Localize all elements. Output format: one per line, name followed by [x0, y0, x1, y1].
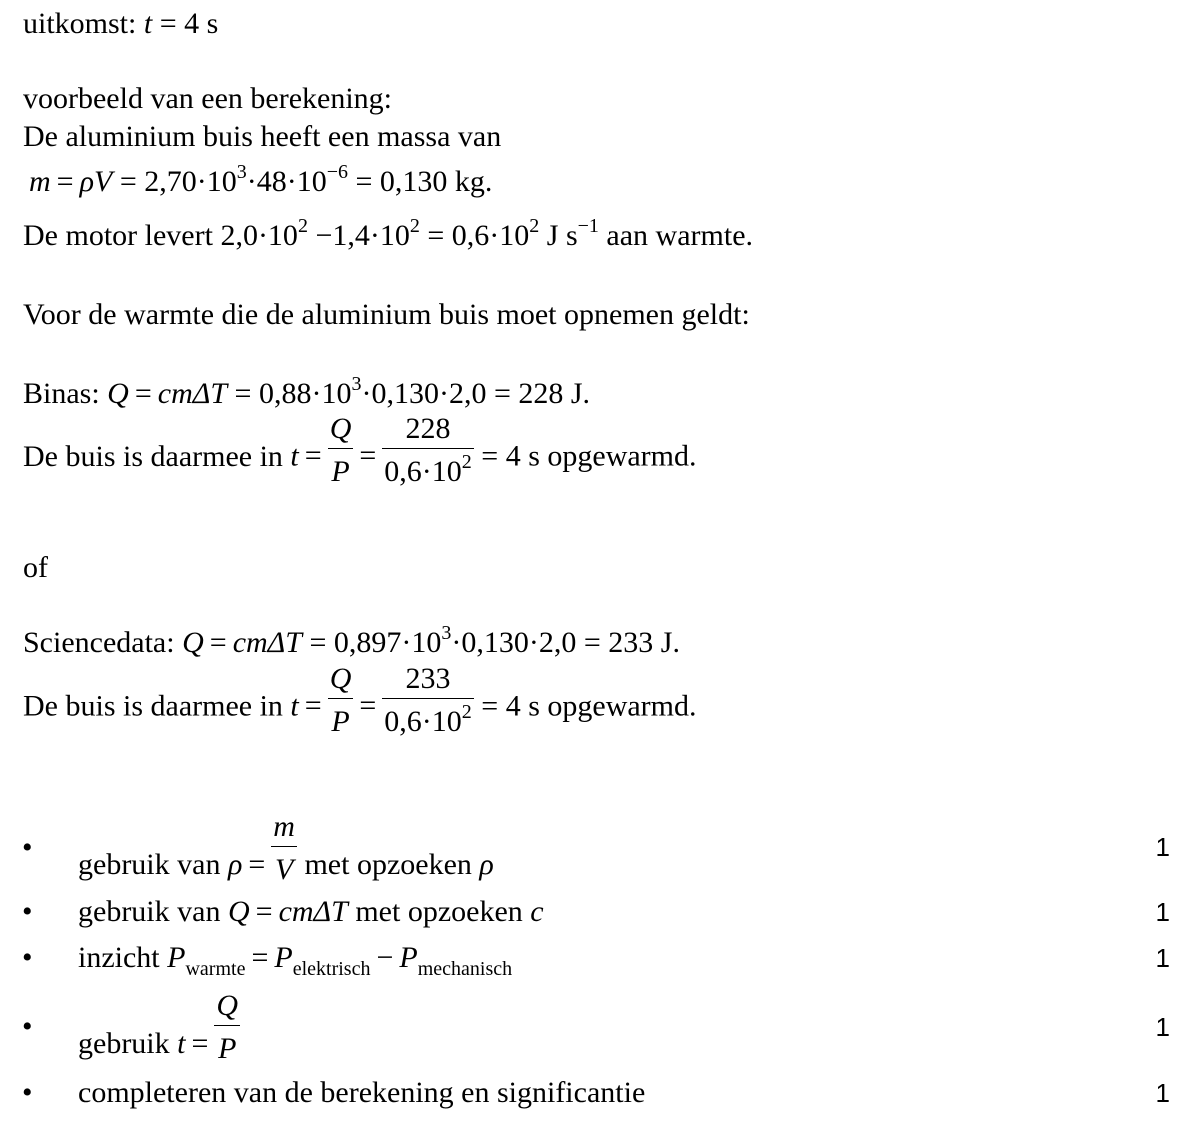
points: 1 — [1155, 832, 1170, 862]
example-heading: voorbeeld van een berekening: — [23, 82, 393, 115]
fraction-value: $\frac{233}{0,6\cdot 10^2}$ — [384, 662, 472, 738]
bullet: • — [22, 1010, 33, 1043]
binas-line: Binas: $Q = cm\Delta T = 0,88\cdot 10^3\cdot 0,130\cdot 2,0 = 228$ J. — [23, 373, 591, 410]
outcome-var: t — [143, 7, 153, 40]
bullet: • — [22, 941, 33, 974]
fraction-q-over-p: $\frac{Q}{P}$ — [329, 412, 352, 488]
fraction-q-over-p: $\frac{Q}{P}$ — [329, 662, 352, 738]
outcome-line — [23, 9, 218, 39]
or-line: of — [23, 551, 48, 584]
points: 1 — [1155, 943, 1170, 973]
sciencedata-time-line: De buis is daarmee in t = $\frac{Q}{P}$ = $\frac{233}{0,6\cdot 10^2}$ = 4 s opgewarmd. — [23, 662, 697, 738]
mass-formula: $m = \rho V = 2,70\cdot 10^3\cdot 48\cdot 10^{-6} = 0,130$ kg. — [29, 161, 493, 198]
fraction-value: $\frac{228}{0,6\cdot 10^2}$ — [384, 412, 472, 488]
mass-intro: De aluminium buis heeft een massa van — [23, 120, 502, 153]
heat-intro: Voor de warmte die de aluminium buis moet opnemen geldt: — [23, 298, 750, 331]
points: 1 — [1155, 897, 1170, 927]
bullet: • — [22, 1076, 33, 1109]
binas-time-line: De buis is daarmee in t = $\frac{Q}{P}$ = $\frac{228}{0,6\cdot 10^2}$ = 4 s opgewarmd. — [23, 412, 697, 488]
bullet: • — [22, 895, 33, 928]
points: 1 — [1155, 1012, 1170, 1042]
bullet: • — [22, 831, 33, 864]
outcome-label: uitkomst: — [23, 7, 137, 40]
outcome-eq: = 4 s — [159, 7, 219, 40]
sciencedata-line: Sciencedata: $Q = cm\Delta T = 0,897\cdot 10^3\cdot 0,130\cdot 2,0 = 233$ J. — [23, 622, 680, 659]
points: 1 — [1155, 1078, 1170, 1108]
motor-line: De motor levert $2,0\cdot 10^2 -1,4\cdot 10^2 = 0,6\cdot 10^2$ J $s^{-1}$ aan warmte. — [23, 215, 754, 252]
